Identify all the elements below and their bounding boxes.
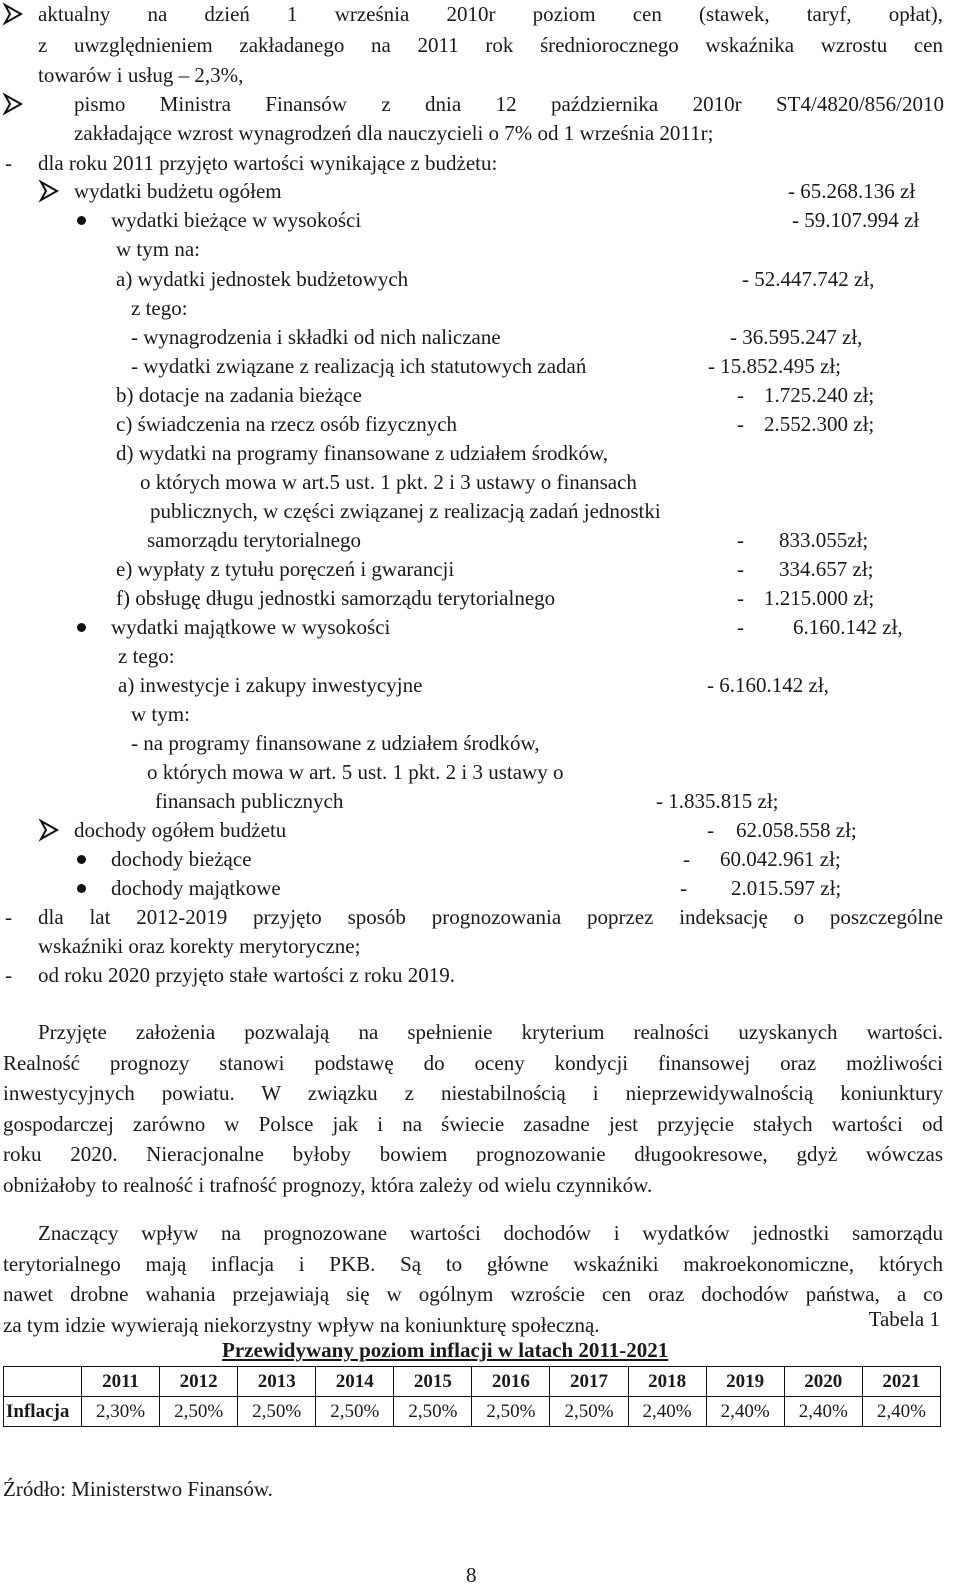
amount: 2.015.597 zł;: [731, 876, 842, 900]
paragraph-line: gospodarczej zarówno w Polsce jak i na świecie zasadne jest przyjęcie stałych wartości od: [3, 1111, 943, 1136]
row-label-cell: Inflacja: [4, 1397, 82, 1427]
text-line: a) wydatki jednostek budżetowych: [116, 267, 409, 291]
year-cell: 2017: [550, 1367, 628, 1397]
value-cell: 2,50%: [550, 1397, 628, 1427]
text-line: - wydatki związane z realizacją ich statutowych zadań: [131, 354, 587, 378]
paragraph-line: za tym idzie wywierają niekorzystny wpływ na koniunkturę społeczną.: [3, 1312, 600, 1337]
value-cell: 2,50%: [238, 1397, 316, 1427]
text-line: zakładające wzrost wynagrodzeń dla nauczycieli o 7% od 1 września 2011r;: [74, 121, 714, 145]
amount: 62.058.558 zł;: [736, 818, 857, 842]
text-line: b) dotacje na zadania bieżące: [116, 383, 363, 407]
year-cell: 2014: [316, 1367, 394, 1397]
year-cell: 2013: [238, 1367, 316, 1397]
amount-dash: -: [737, 383, 744, 407]
value-cell: 2,40%: [862, 1397, 940, 1427]
text-line: wskaźniki oraz korekty merytoryczne;: [38, 934, 361, 958]
value-cell: 2,40%: [784, 1397, 862, 1427]
amount: 1.725.240 zł;: [764, 383, 875, 407]
year-cell: 2011: [82, 1367, 160, 1397]
paragraph-line: obniżałoby to realność i trafność prognozy, która zależy od wielu czynników.: [3, 1172, 653, 1197]
text-line: towarów i usług – 2,3%,: [38, 63, 244, 87]
text-line: e) wypłaty z tytułu poręczeń i gwarancji: [116, 557, 455, 581]
paragraph-line: inwestycyjnych powiatu. W związku z niestabilnością i nieprzewidywalnością koniunktury: [3, 1081, 943, 1105]
text-line: a) inwestycje i zakupy inwestycyjne: [118, 673, 423, 697]
year-cell: 2019: [706, 1367, 784, 1397]
amount: - 59.107.994 zł: [792, 208, 920, 232]
amount-dash: -: [737, 528, 744, 552]
inflation-table: [3, 1366, 941, 1427]
value-cell: 2,50%: [316, 1397, 394, 1427]
text-line: w tym na:: [116, 237, 200, 261]
paragraph-line: Znaczący wpływ na prognozowane wartości dochodów i wydatków jednostki samorządu: [38, 1221, 943, 1245]
text-line: c) świadczenia na rzecz osób fizycznych: [116, 412, 458, 436]
value-cell: 2,30%: [82, 1397, 160, 1427]
text-line: wydatki budżetu ogółem: [74, 179, 282, 203]
page-number: 8: [466, 1563, 477, 1587]
year-cell: 2018: [628, 1367, 706, 1397]
amount: 833.055zł;: [779, 528, 869, 552]
text-line: publicznych, w części związanej z realizacją zadań jednostki: [150, 499, 661, 523]
text-line: pismo Ministra Finansów z dnia 12 października 2010r ST4/4820/856/2010: [74, 92, 944, 116]
value-cell: 2,40%: [706, 1397, 784, 1427]
round-bullet-icon: [77, 623, 86, 632]
text-line: z tego:: [118, 644, 175, 668]
value-cell: 2,50%: [472, 1397, 550, 1427]
text-line: aktualny na dzień 1 września 2010r poziom cen (stawek, taryf, opłat),: [38, 2, 943, 26]
paragraph-line: Realność prognozy stanowi podstawę do oceny kondycji finansowej oraz możliwości: [3, 1050, 943, 1075]
amount-dash: -: [737, 557, 744, 581]
table-row: [4, 1397, 941, 1427]
amount: - 36.595.247 zł,: [730, 325, 863, 349]
text-line: z uwzględnieniem zakładanego na 2011 rok średniorocznego wskaźnika wzrostu cen: [38, 33, 943, 57]
arrow-bullet-icon: [2, 1, 26, 27]
table-label: Tabela 1: [868, 1307, 940, 1331]
amount-dash: -: [707, 818, 714, 842]
amount-dash: -: [737, 615, 744, 639]
year-cell: 2020: [784, 1367, 862, 1397]
paragraph-assumptions: [3, 1017, 943, 1200]
year-cell: 2016: [472, 1367, 550, 1397]
table-header-row: [4, 1367, 941, 1397]
amount: - 1.835.815 zł;: [656, 789, 779, 813]
amount: 334.657 zł;: [779, 557, 874, 581]
text-line: o których mowa w art.5 ust. 1 pkt. 2 i 3 ustawy o finansach: [140, 470, 637, 494]
year-cell: 2012: [160, 1367, 238, 1397]
text-line: dla lat 2012-2019 przyjęto sposób prognozowania poprzez indeksację o poszczególne: [38, 905, 943, 929]
text-line: dochody ogółem budżetu: [74, 818, 287, 842]
amount: - 6.160.142 zł,: [707, 673, 829, 697]
amount: - 15.852.495 zł;: [708, 354, 841, 378]
amount: 6.160.142 zł,: [793, 615, 903, 639]
text-line: dochody majątkowe: [111, 876, 281, 900]
dash-bullet: -: [5, 151, 12, 175]
text-line: o których mowa w art. 5 ust. 1 pkt. 2 i 3 ustawy o: [147, 760, 564, 784]
text-line: wydatki bieżące w wysokości: [111, 208, 362, 232]
paragraph-inflation: [3, 1218, 943, 1340]
text-line: dla roku 2011 przyjęto wartości wynikające z budżetu:: [38, 151, 498, 175]
dash-bullet: -: [5, 963, 12, 987]
table-title: Przewidywany poziom inflacji w latach 2011-2021: [222, 1338, 669, 1362]
amount-dash: -: [680, 876, 687, 900]
year-cell: 2021: [862, 1367, 940, 1397]
text-line: wydatki majątkowe w wysokości: [111, 615, 391, 639]
paragraph-line: nawet drobne wahania przejawiają się w ogólnym wzroście cen oraz dochodów państwa, a co: [3, 1282, 943, 1306]
amount: 60.042.961 zł;: [720, 847, 841, 871]
value-cell: 2,40%: [628, 1397, 706, 1427]
year-cell: 2015: [394, 1367, 472, 1397]
text-line: f) obsługę długu jednostki samorządu terytorialnego: [116, 586, 556, 610]
table-corner-cell: [4, 1367, 82, 1397]
text-line: dochody bieżące: [111, 847, 252, 871]
round-bullet-icon: [77, 216, 86, 225]
text-line: d) wydatki na programy finansowane z udziałem środków,: [116, 441, 608, 465]
round-bullet-icon: [77, 884, 86, 893]
amount: 1.215.000 zł;: [764, 586, 875, 610]
dash-bullet: -: [5, 905, 12, 929]
text-line: finansach publicznych: [155, 789, 344, 813]
arrow-bullet-icon: [38, 178, 62, 204]
paragraph-line: roku 2020. Nieracjonalne byłoby bowiem prognozowanie długookresowe, gdyż wówczas: [3, 1142, 943, 1166]
arrow-bullet-icon: [38, 817, 62, 843]
source-note: Źródło: Ministerstwo Finansów.: [3, 1477, 273, 1501]
text-line: od roku 2020 przyjęto stałe wartości z roku 2019.: [38, 963, 455, 987]
amount: 2.552.300 zł;: [764, 412, 875, 436]
round-bullet-icon: [77, 855, 86, 864]
text-line: samorządu terytorialnego: [147, 528, 361, 552]
text-line: - na programy finansowane z udziałem środków,: [131, 731, 540, 755]
arrow-bullet-icon: [2, 91, 26, 117]
amount-dash: -: [737, 412, 744, 436]
value-cell: 2,50%: [160, 1397, 238, 1427]
text-line: w tym:: [131, 702, 190, 726]
paragraph-line: Przyjęte założenia pozwalają na spełnienie kryterium realności uzyskanych wartości.: [38, 1020, 943, 1044]
amount: - 65.268.136 zł: [788, 179, 916, 203]
amount-dash: -: [737, 586, 744, 610]
text-line: - wynagrodzenia i składki od nich naliczane: [131, 325, 501, 349]
paragraph-line: terytorialnego mają inflacja i PKB. Są to główne wskaźniki makroekonomiczne, których: [3, 1251, 943, 1276]
amount-dash: -: [683, 847, 690, 871]
text-line: z tego:: [131, 296, 188, 320]
value-cell: 2,50%: [394, 1397, 472, 1427]
amount: - 52.447.742 zł,: [742, 267, 875, 291]
